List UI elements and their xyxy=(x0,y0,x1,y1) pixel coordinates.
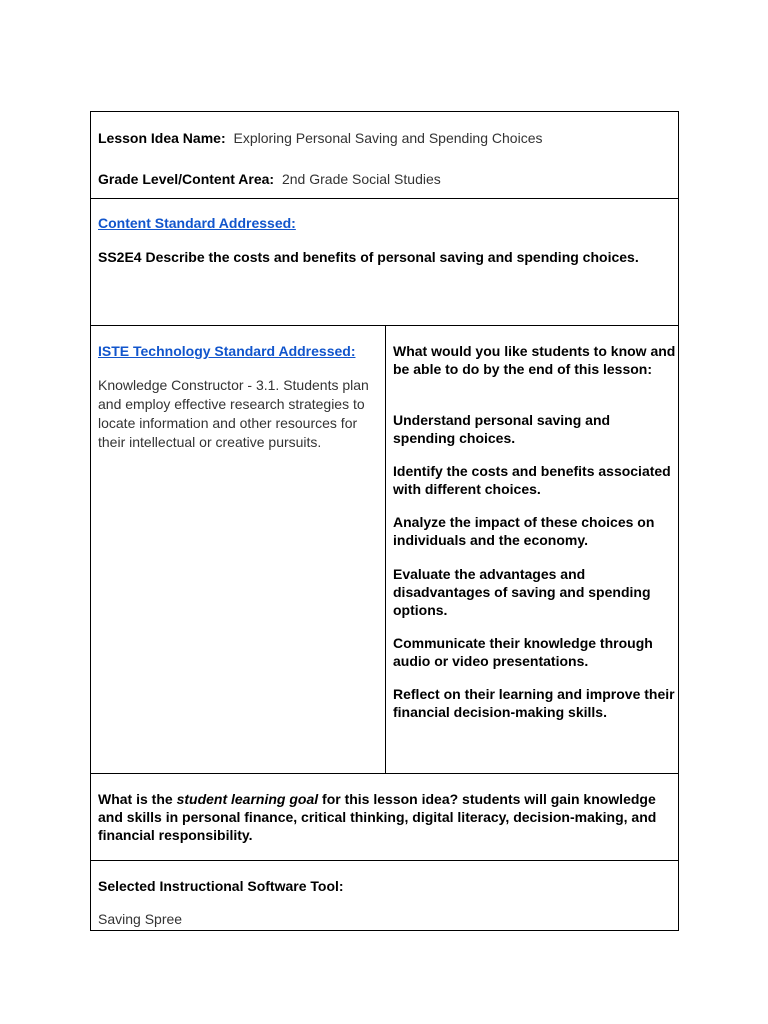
learning-goal-text xyxy=(98,790,658,844)
objectives-question: What would you like students to know and be able to do by the end of this lesson: xyxy=(393,343,676,377)
content-standard-heading[interactable]: Content Standard Addressed: xyxy=(98,215,296,231)
lesson-idea-name-label: Lesson Idea Name: xyxy=(98,130,226,146)
objective-item: Evaluate the advantages and disadvantages of saving and spending options. xyxy=(393,566,651,618)
lesson-idea-name-value: Exploring Personal Saving and Spending Choices xyxy=(233,130,543,146)
objective-item: Understand personal saving and spending choices. xyxy=(393,412,611,446)
iste-standard-text: Knowledge Constructor - 3.1. Students plan and employ effective research strategies to locate information and other resources for their intellectual or creative pursuits. xyxy=(98,377,369,450)
grade-level-label: Grade Level/Content Area: xyxy=(98,171,275,187)
objective-item: Analyze the impact of these choices on individuals and the economy. xyxy=(393,514,655,548)
lesson-plan-table xyxy=(90,111,679,931)
learning-goal-suffix: for this lesson idea? students will gain knowledge and skills in personal finance, critical thinking, digital literacy, decision-making, and financial responsibility. xyxy=(98,791,657,843)
software-tool-value: Saving Spree xyxy=(98,911,183,927)
objectives-cell xyxy=(386,326,678,774)
software-tool-row xyxy=(91,860,678,931)
iste-standard-cell xyxy=(91,326,386,774)
iste-standard-heading[interactable]: ISTE Technology Standard Addressed: xyxy=(98,343,356,359)
learning-goal-emphasis: student learning goal xyxy=(176,791,319,807)
lesson-info-row xyxy=(91,112,678,199)
objective-item: Communicate their knowledge through audio or video presentations. xyxy=(393,635,653,669)
lesson-idea-name xyxy=(98,129,542,147)
content-standard-row xyxy=(91,198,678,326)
standards-objectives-row xyxy=(91,325,678,774)
learning-goal-row xyxy=(91,773,678,861)
software-tool-label: Selected Instructional Software Tool: xyxy=(98,878,344,894)
objective-item: Identify the costs and benefits associated with different choices. xyxy=(393,463,671,497)
objective-item: Reflect on their learning and improve their financial decision-making skills. xyxy=(393,686,675,720)
learning-goal-prefix: What is the xyxy=(98,791,177,807)
grade-level-value: 2nd Grade Social Studies xyxy=(281,171,441,187)
grade-level xyxy=(98,170,441,188)
content-standard-text: SS2E4 Describe the costs and benefits of personal saving and spending choices. xyxy=(98,249,639,265)
